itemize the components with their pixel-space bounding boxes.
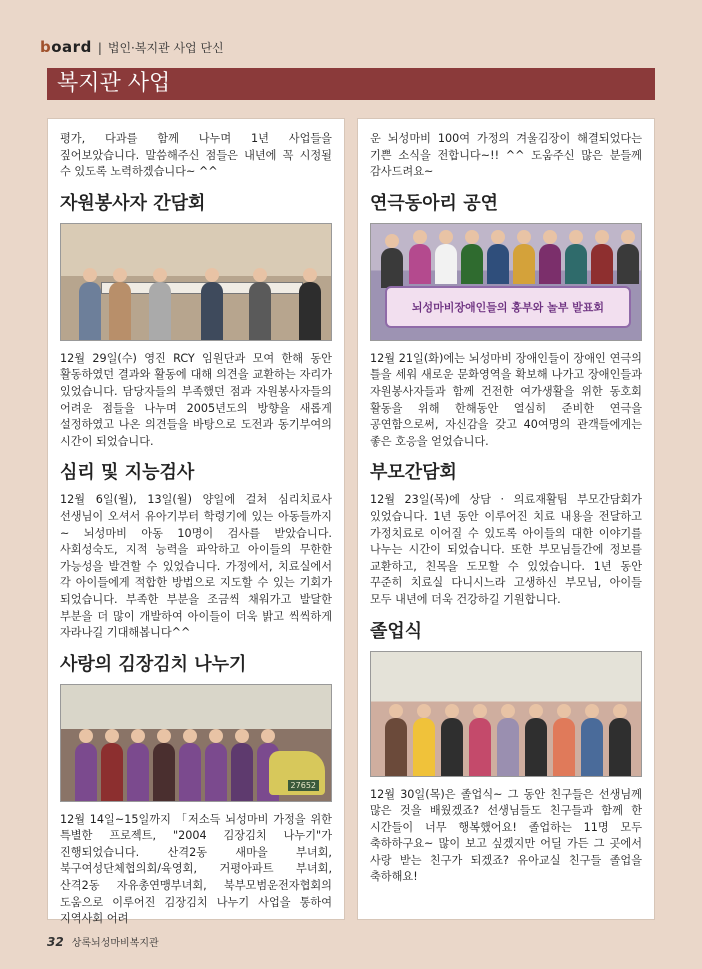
kimchi-sharing-text: 12월 14일~15일까지 「저소득 뇌성마비 가정을 위한 특별한 프로젝트, "2004 김장김치 나누기"가 진행되었습니다. 산격2동 새마을 부녀회, 북구여성단체협의회/육영회, 거평아파트 부녀회, 산격2동 자유총연맹부녀회, 북부모범운전자협회의 도움으로 이루어진 김장김치 나누기 사업을 통하여 지역사회 어려 (60, 812, 332, 926)
board-logo: board (40, 38, 92, 56)
header-divider: | (97, 41, 102, 55)
page-number: 32 (47, 935, 64, 949)
heading-theater-club: 연극동아리 공연 (370, 192, 498, 214)
psych-test-text: 12월 6일(월), 13일(월) 양일에 걸쳐 심리치료사 선생님이 오셔서 유아기부터 학령기에 있는 아동들까지~ 뇌성마비 아동 10명이 검사를 받았습니다. 사회성숙도, 지적 능력을 파악하고 아이들의 무한한 가능성을 발견할 수 있었습니다. 가정에서, 치료실에서 각 아이들에게 적합한 방법으로 지도할 수 있는 기회가 되었습니다. 부족한 부분을 조금씩 채워가고 발달한 부분을 더 많이 개발하여 아이들이 더욱 밝고 씩씩하게 자라나길 기대해봅니다^^ (60, 493, 332, 640)
left-column (47, 118, 345, 926)
theater-club-text: 12월 21일(화)에는 뇌성마비 장애인들이 장애인 연극의 틀을 세워 새로운 문화영역을 확보해 나가고 장애인들과 자원봉사자들과 함께 건전한 여가생활을 위한 동호회 활동을 위해 한해동안 열심히 준비한 연극을 공연함으로써, 자신감을 갖고 40여명의 관객들에게는 좋은 호응을 얻었습니다. (370, 351, 642, 448)
page-footer (47, 934, 159, 949)
heading-graduation: 졸업식 (370, 620, 423, 642)
graduation-text: 12월 30일(목)은 졸업식~ 그 동안 친구들은 선생님께 많은 것을 배웠겠죠? 선생님들도 친구들과 함께 한 시간들이 너무 행복했어요! 졸업하는 11명 모두 축하하구요~ 많이 보고 싶겠지만 어딜 가든 그 곳에서 사랑 받는 친구가 되겠죠? 유아교실 친구들 졸업을 축하해요! (370, 787, 642, 884)
section-title: 복지관 사업 (47, 68, 655, 100)
right-intro-paragraph: 운 뇌성마비 100여 가정의 겨울김장이 해결되었다는 기쁜 소식을 전합니다~!! ^^ 도움주신 많은 분들께 감사드려요~ (370, 132, 642, 179)
left-intro-paragraph: 평가, 다과를 함께 나누며 1년 사업들을 짚어보았습니다. 말씀해주신 점들은 내년에 꼭 시정될 수 있도록 노력하겠습니다~ ^^ (60, 132, 332, 179)
kimchi-sharing-photo (60, 684, 332, 802)
footer-organization: 상록뇌성마비복지관 (71, 938, 159, 949)
volunteer-meeting-photo (60, 223, 332, 341)
header-subtitle: 법인·복지관 사업 단신 (107, 41, 224, 55)
right-column (357, 118, 655, 920)
parent-meeting-text: 12월 23일(목)에 상담 · 의료재활팀 부모간담회가 있었습니다. 1년 동안 이루어진 치료 내용을 전달하고 가정치료로 이어질 수 있도록 아이들의 대한 이야기를 나누는 시간이 되었습니다. 또한 부모님들간에 정보를 교환하고, 친목을 도모할 수 있었습니다. 1년 동안 꾸준히 치료실 다니시느라 고생하신 부모님, 아이들 모두 내년에 더욱 건강하길 기원합니다. (370, 493, 642, 606)
car-license-plate: 27652 (288, 780, 319, 791)
heading-psych-test: 심리 및 지능검사 (60, 462, 195, 484)
graduation-photo (370, 651, 642, 777)
play-banner: 뇌성마비장애인들의 홍부와 놀부 발표회 (385, 286, 631, 328)
header-breadcrumb (40, 38, 224, 56)
theater-club-photo (370, 223, 642, 341)
heading-kimchi-sharing: 사랑의 김장김치 나누기 (60, 653, 247, 675)
volunteer-meeting-text: 12월 29일(수) 영진 RCY 임원단과 모여 한해 동안 활동하였던 결과와 활동에 대해 의견을 교환하는 자리가 있었습니다. 담당자들의 부족했던 점과 자원봉사자들의 어려운 점들을 나누며 2005년도의 방향을 새롭게 설정하였고 나온 의견들을 바탕으로 도전과 동기부여의 시간이 되었습니다. (60, 351, 332, 448)
heading-volunteer-meeting: 자원봉사자 간담회 (60, 192, 206, 214)
heading-parent-meeting: 부모간담회 (370, 462, 457, 484)
